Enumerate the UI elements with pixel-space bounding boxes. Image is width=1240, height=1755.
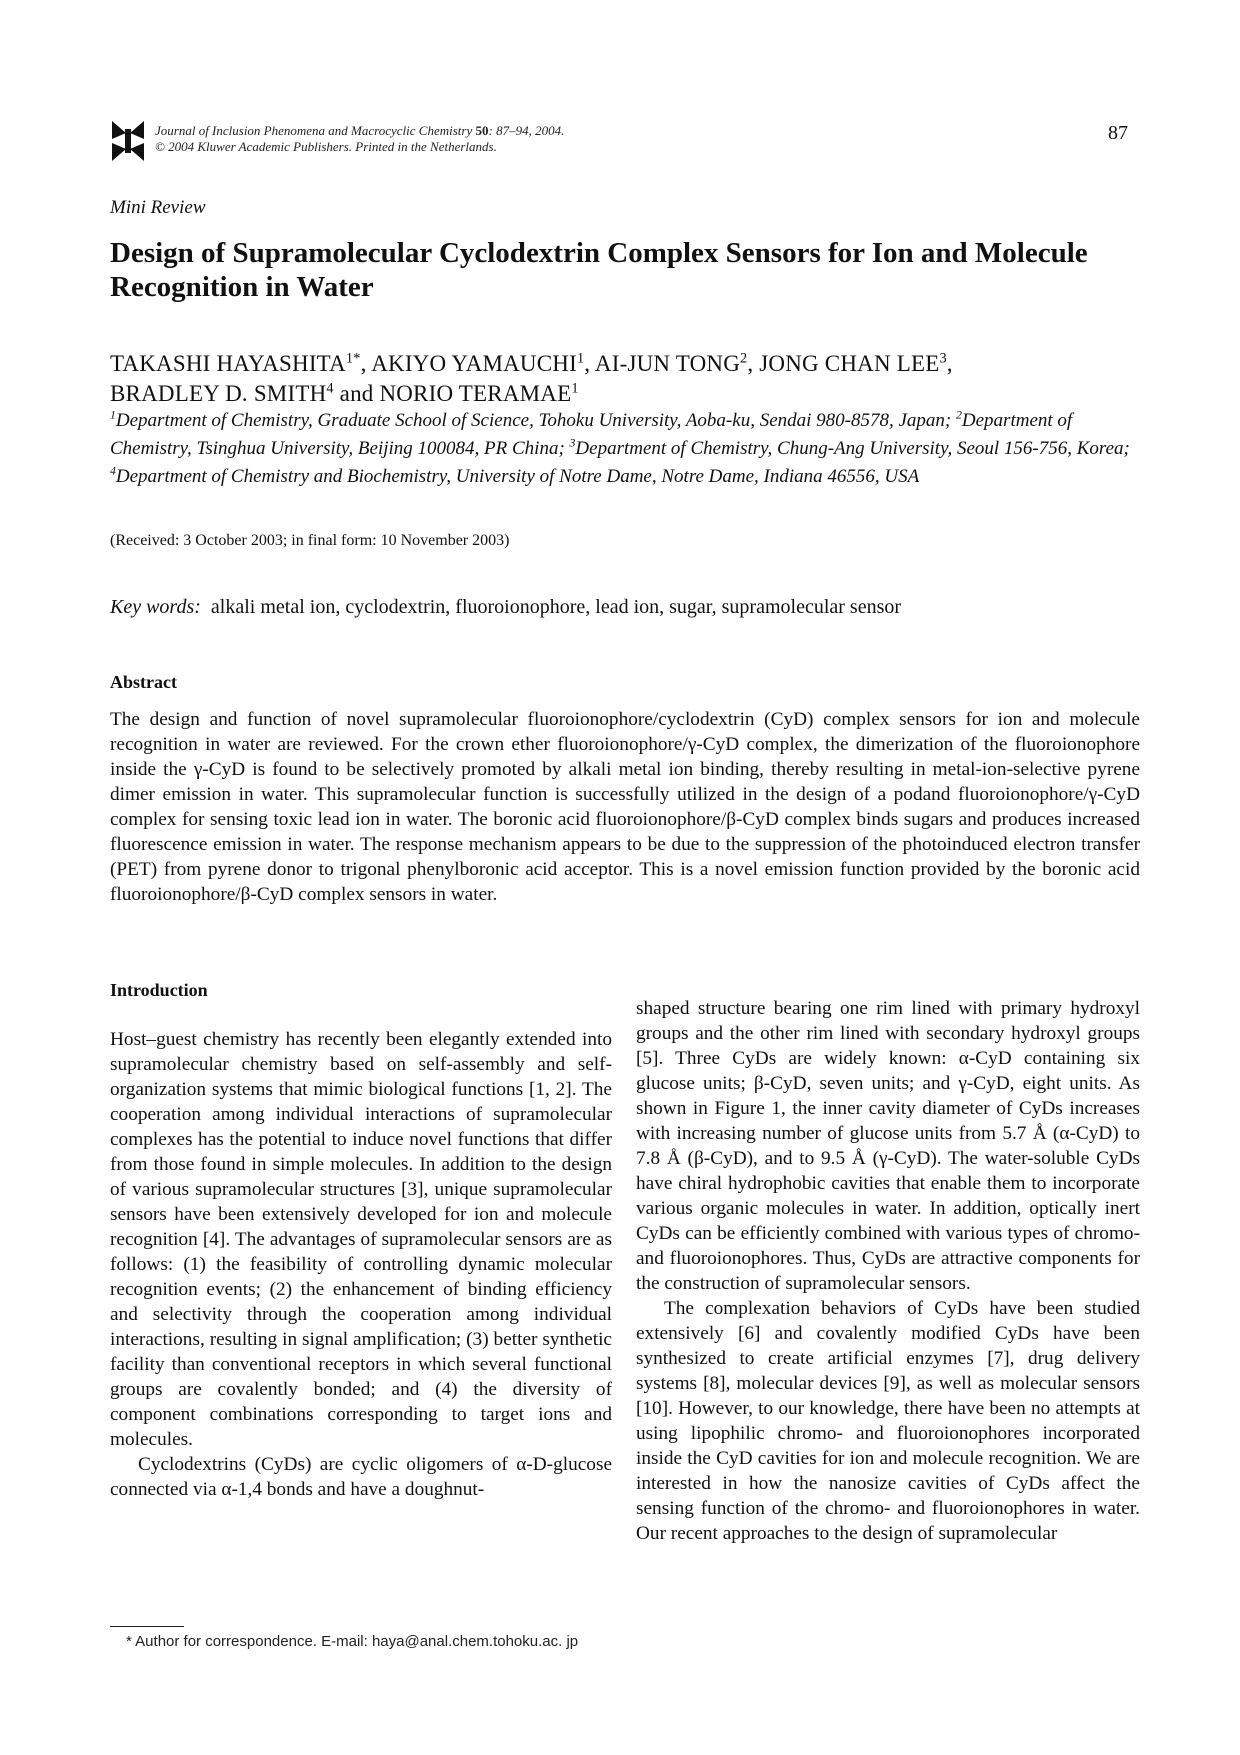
journal-pages: : 87–94, 2004. (488, 123, 565, 138)
keywords-text: alkali metal ion, cyclodextrin, fluoroionophore, lead ion, sugar, supramolecular sensor (210, 596, 902, 618)
author-name: NORIO TERAMAE (379, 381, 572, 406)
abstract-text: The design and function of novel supramolecular fluoroionophore/cyclodextrin (CyD) complex sensors for ion and molecule recognition in water are reviewed. For the crown ether fluoroionophore/γ-CyD complex, the dimerization of the fluoroionophore inside the γ-CyD is found to be selectively promoted by alkali metal ion binding, thereby resulting in metal-ion-selective pyrene dimer emission in water. This supramolecular function is successfully utilized in the design of a podand fluoroionophore/γ-CyD complex for sensing toxic lead ion in water. The boronic acid fluoroionophore/β-CyD complex binds sugars and produces increased fluorescence emission in water. The response mechanism appears to be due to the suppression of the photoinduced electron transfer (PET) from pyrene donor to trigonal phenylboronic acid acceptor. This is a novel emission function provided by the boronic acid fluoroionophore/β-CyD complex sensors in water. (110, 709, 1140, 905)
footnote-rule (110, 1626, 184, 1627)
journal-header (155, 123, 564, 155)
right-column (636, 996, 1140, 1546)
author-affiliation-mark: 2 (740, 350, 748, 367)
paper-title: Design of Supramolecular Cyclodextrin Complex Sensors for Ion and Molecule Recognition in Water (110, 237, 1088, 303)
footnote: * Author for correspondence. E-mail: haya@anal.chem.tohoku.ac. jp (126, 1633, 579, 1650)
journal-volume: 50 (475, 123, 489, 138)
keywords-label: Key words: (110, 596, 201, 618)
paragraph: Host–guest chemistry has recently been elegantly extended into supramolecular chemistry based on self-assembly and self-organization systems that mimic biological functions [1, 2]. The cooperation among individual interactions of supramolecular complexes has the potential to induce novel functions that differ from those found in simple molecules. In addition to the design of various supramolecular structures [3], unique supramolecular sensors have been extensively developed for ion and molecule recognition [4]. The advantages of supramolecular sensors are as follows: (1) the feasibility of controlling dynamic molecular recognition events; (2) the enhancement of binding efficiency and selectivity through the cooperation among individual interactions, resulting in signal amplification; (3) better synthetic facility than conventional receptors in which several functional groups are covalently bonded; and (4) the diversity of component combinations corresponding to target ions and molecules. (110, 1029, 612, 1450)
author-name: JONG CHAN LEE (759, 351, 940, 376)
author-list: TAKASHI $HAYASHITA^{1*}$, AKIYO YAMAUCHI$^1$, AI-JUN TONG$^2$, JONG CHAN LEE$^3$, BRADLEY D. SMITH$^4$ and NORIO TERAMAE$^1$ (110, 350, 953, 406)
author-affiliation-mark: 3 (939, 350, 947, 367)
author-affiliation-mark: 1 (576, 350, 585, 367)
page-number: 87 (1108, 122, 1128, 144)
copyright-line: © 2004 Kluwer Academic Publishers. Printed in the Netherlands. (155, 139, 497, 154)
paragraph: shaped structure bearing one rim lined with primary hydroxyl groups and the other rim lined with secondary hydroxyl groups [5]. Three CyDs are widely known: α-CyD containing six glucose units; β-CyD, seven units; and γ-CyD, eight units. As shown in Figure 1, the inner cavity diameter of CyDs increases with increasing number of glucose units from 5.7 Å (α-CyD) to 7.8 Å (β-CyD), and to 9.5 Å (γ-CyD). The water-soluble CyDs have chiral hydrophobic cavities that enable them to incorporate various organic molecules in water. In addition, optically inert CyDs can be efficiently combined with various types of chromo- and fluoroionophores. Thus, CyDs are attractive components for the construction of supramolecular sensors. (636, 998, 1140, 1294)
introduction-heading: Introduction (110, 980, 208, 1000)
publisher-logo-icon (110, 119, 146, 163)
author-name: AI-JUN TONG (594, 351, 741, 376)
paragraph: Cyclodextrins (CyDs) are cyclic oligomers of α-D-glucose connected via α-1,4 bonds and have a doughnut- (110, 1454, 612, 1500)
received-dates: (Received: 3 October 2003; in final form: 10 November 2003) (110, 532, 510, 549)
affiliations: $^1$Department of Chemistry, Graduate School of Science, Tohoku University, Aoba-ku, Sendai 980-8578, Japan; $^2$Department of Chemistry, Tsinghua University, Beijing 100084, PR China; $^3$Department of Chemistry, Chung-Ang University, Seoul 156-756, Korea; $^4$Department of Chemistry and Biochemistry, University of Notre Dame, Notre Dame, Indiana 46556, USA (110, 408, 1130, 487)
affiliation: Department of Chemistry and Biochemistry, University of Notre Dame, Notre Dame, Indiana 46556, USA (115, 466, 920, 487)
abstract-heading: Abstract (110, 672, 177, 692)
author-name: AKIYO YAMAUCHI (371, 351, 577, 376)
journal-name: Journal of Inclusion Phenomena and Macrocyclic Chemistry (155, 123, 473, 138)
author-affiliation-mark: 1* (345, 350, 361, 367)
author-name: TAKASHI HAYASHITA (110, 351, 346, 376)
section-label: Mini Review (110, 197, 206, 218)
affiliation: Department of Chemistry, Graduate School of Science, Tohoku University, Aoba-ku, Sendai 980-8578, Japan; (115, 410, 952, 431)
author-affiliation-mark: 4 (326, 380, 334, 397)
author-name: BRADLEY D. SMITH (110, 381, 327, 406)
paragraph: The complexation behaviors of CyDs have been studied extensively [6] and covalently modified CyDs have been synthesized to create artificial enzymes [7], drug delivery systems [8], molecular devices [9], as well as molecular sensors [10]. However, to our knowledge, there have been no attempts at using lipophilic chromo- and fluoroionophores incorporated inside the CyD cavities for ion and molecule recognition. We are interested in how the nanosize cavities of CyDs affect the sensing function of the chromo- and fluoroionophores in water. Our recent approaches to the design of supramolecular (636, 1298, 1140, 1544)
affiliation: Department of Chemistry, Tsinghua University, Beijing 100084, PR China; (110, 410, 1073, 459)
left-column (110, 1027, 612, 1502)
author-affiliation-mark: 1 (571, 380, 579, 397)
keywords (110, 596, 901, 619)
affiliation: Department of Chemistry, Chung-Ang University, Seoul 156-756, Korea; (575, 438, 1130, 459)
